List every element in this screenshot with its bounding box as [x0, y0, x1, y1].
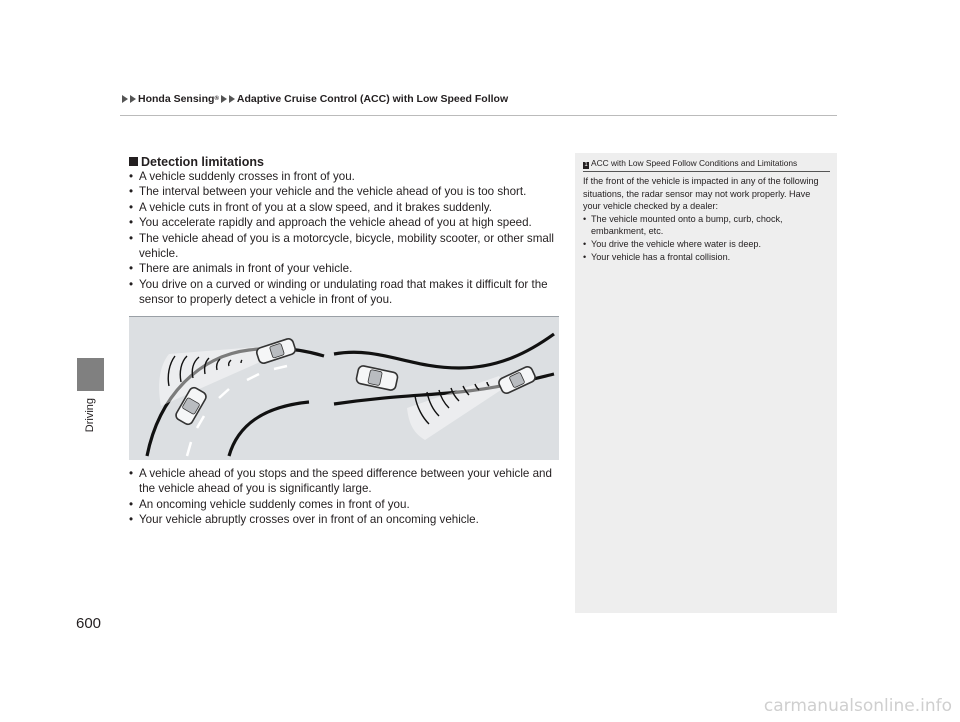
list-item: • Your vehicle abruptly crosses over in front of an oncoming vehicle.	[129, 512, 559, 527]
list-item: • Your vehicle has a frontal collision.	[583, 251, 830, 264]
detection-limitations-list	[129, 169, 559, 308]
page-number: 600	[76, 615, 102, 632]
list-item: • A vehicle suddenly crosses in front of you.	[129, 169, 559, 184]
square-bullet-icon	[129, 157, 138, 166]
road-edge-top	[334, 334, 554, 368]
section-title	[129, 155, 264, 169]
section-title-text: Detection limitations	[141, 155, 264, 169]
note-number-icon: 1	[584, 162, 588, 168]
triangle-right-icon	[122, 95, 128, 103]
sidebar-intro: If the front of the vehicle is impacted in any of the following situations, the radar sensor may not work properly. Have your vehicle checked by a dealer:	[583, 176, 819, 212]
sidebar-list	[583, 213, 830, 263]
list-item: • The vehicle mounted onto a bump, curb, chock, embankment, etc.	[583, 213, 830, 238]
list-item: • The interval between your vehicle and the vehicle ahead of you is too short.	[129, 184, 559, 199]
list-item: • You accelerate rapidly and approach the vehicle ahead of you at high speed.	[129, 215, 559, 230]
illustration-border	[129, 316, 559, 317]
sidebar-title-text[interactable]: ACC with Low Speed Follow Conditions and Limitations	[591, 158, 798, 168]
registered-mark: ®	[214, 96, 219, 102]
list-item: • A vehicle ahead of you stops and the speed difference between your vehicle and the vehicle ahead of you is significantly large.	[129, 466, 559, 497]
header-divider	[120, 115, 837, 116]
list-item: • You drive the vehicle where water is deep.	[583, 238, 830, 251]
chapter-tab[interactable]	[77, 358, 104, 391]
radar-fan-right	[407, 376, 507, 440]
chapter-label: Driving	[84, 398, 96, 433]
list-item: • The vehicle ahead of you is a motorcycle, bicycle, mobility scooter, or other small vehicle.	[129, 231, 559, 262]
triangle-right-icon	[221, 95, 227, 103]
road-edge-right	[229, 402, 309, 456]
watermark: carmanualsonline.info	[763, 696, 952, 716]
additional-limitations-list	[129, 466, 559, 528]
breadcrumb-item-honda-sensing[interactable]: Honda Sensing	[138, 93, 215, 105]
road-diagram	[129, 316, 559, 460]
car-oncoming-center	[356, 365, 399, 391]
car-ahead-left	[255, 338, 296, 365]
triangle-right-icon	[229, 95, 235, 103]
list-item: • There are animals in front of your vehicle.	[129, 261, 559, 276]
breadcrumb	[122, 93, 508, 105]
list-item: • A vehicle cuts in front of you at a slow speed, and it brakes suddenly.	[129, 200, 559, 215]
curved-road-illustration	[129, 316, 559, 460]
car-own-right	[497, 365, 536, 395]
list-item: • An oncoming vehicle suddenly comes in front of you.	[129, 497, 559, 512]
list-item: • You drive on a curved or winding or undulating road that makes it difficult for the sensor to properly detect a vehicle in front of you.	[129, 277, 559, 308]
breadcrumb-item-acc[interactable]: Adaptive Cruise Control (ACC) with Low Speed Follow	[236, 93, 509, 105]
sidebar-note-title	[583, 158, 830, 172]
triangle-right-icon	[130, 95, 136, 103]
sidebar-note-body	[583, 175, 830, 263]
